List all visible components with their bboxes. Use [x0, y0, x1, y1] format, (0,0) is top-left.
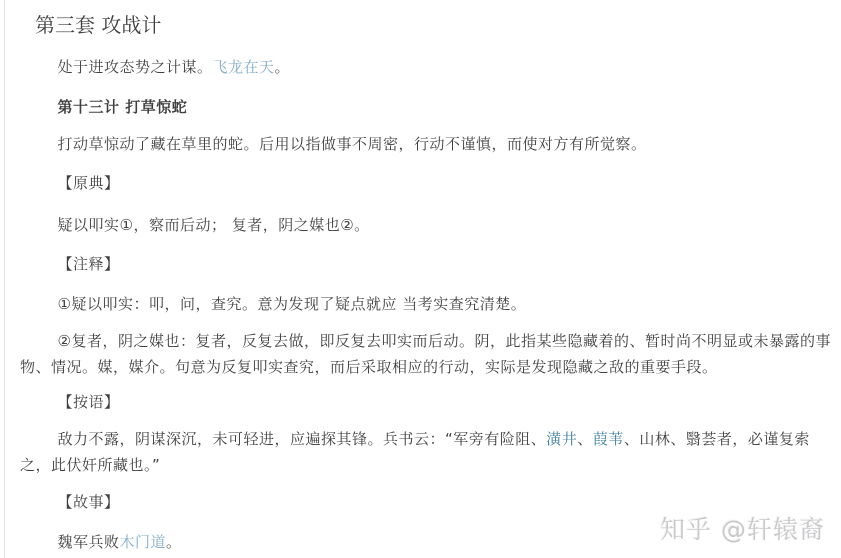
anyu-text-2: 、 — [577, 430, 593, 448]
stratagem-summary: 打动草惊动了藏在草里的蛇。后用以指做事不周密，行动不谨慎，而使对方有所觉察。 — [57, 135, 647, 153]
yuandian-text: 疑以叩实①，察而后动； 复者，阴之媒也②。 — [57, 216, 370, 234]
gushi-text-post: 。 — [166, 533, 182, 551]
link-jiawei[interactable]: 葭苇 — [592, 430, 624, 448]
set-heading: 第三套 攻战计 — [35, 13, 162, 37]
link-feilongzaitian[interactable]: 飞龙在天 — [212, 58, 275, 76]
zhushi-note-2: ②复者，阴之媒也：复者，反复去做，即反复去叩实而后动。阴，此指某些隐藏着的、暂时尚不明显或未暴露的事物、情况。媒，媒介。句意为反复叩实查究，而后采取相应的行动，实际是发现隐藏之敌的重要手段。 — [20, 332, 831, 376]
anyu-paragraph — [20, 426, 835, 478]
intro-text-pre: 处于进攻态势之计谋。 — [57, 58, 213, 76]
gushi-text-pre: 魏军兵败 — [57, 533, 120, 551]
link-huangjing[interactable]: 潢井 — [546, 430, 578, 448]
zhushi-note-1: ①疑以叩实：叩，问，查究。意为发现了疑点就应 当考实查究清楚。 — [57, 295, 527, 313]
anyu-text-3: 、山林、翳荟者，必谨复索之，此伏奸所藏也。” — [20, 430, 810, 474]
zhihu-watermark: 知乎 @轩辕裔 — [660, 515, 825, 544]
section-label-yuandian: 【原典】 — [57, 174, 120, 192]
link-mumendao[interactable]: 木门道 — [119, 533, 167, 551]
stratagem-title: 第十三计 打草惊蛇 — [57, 98, 188, 116]
anyu-text-1: 敌力不露，阴谋深沉，未可轻进，应遍探其锋。兵书云：“军旁有险阻、 — [57, 430, 547, 448]
section-label-gushi: 【故事】 — [57, 493, 120, 511]
intro-text-post: 。 — [274, 58, 291, 76]
section-label-anyu: 【按语】 — [57, 393, 120, 411]
section-label-zhushi: 【注释】 — [57, 255, 120, 273]
left-border-line — [4, 0, 5, 558]
intro-paragraph — [20, 54, 835, 80]
